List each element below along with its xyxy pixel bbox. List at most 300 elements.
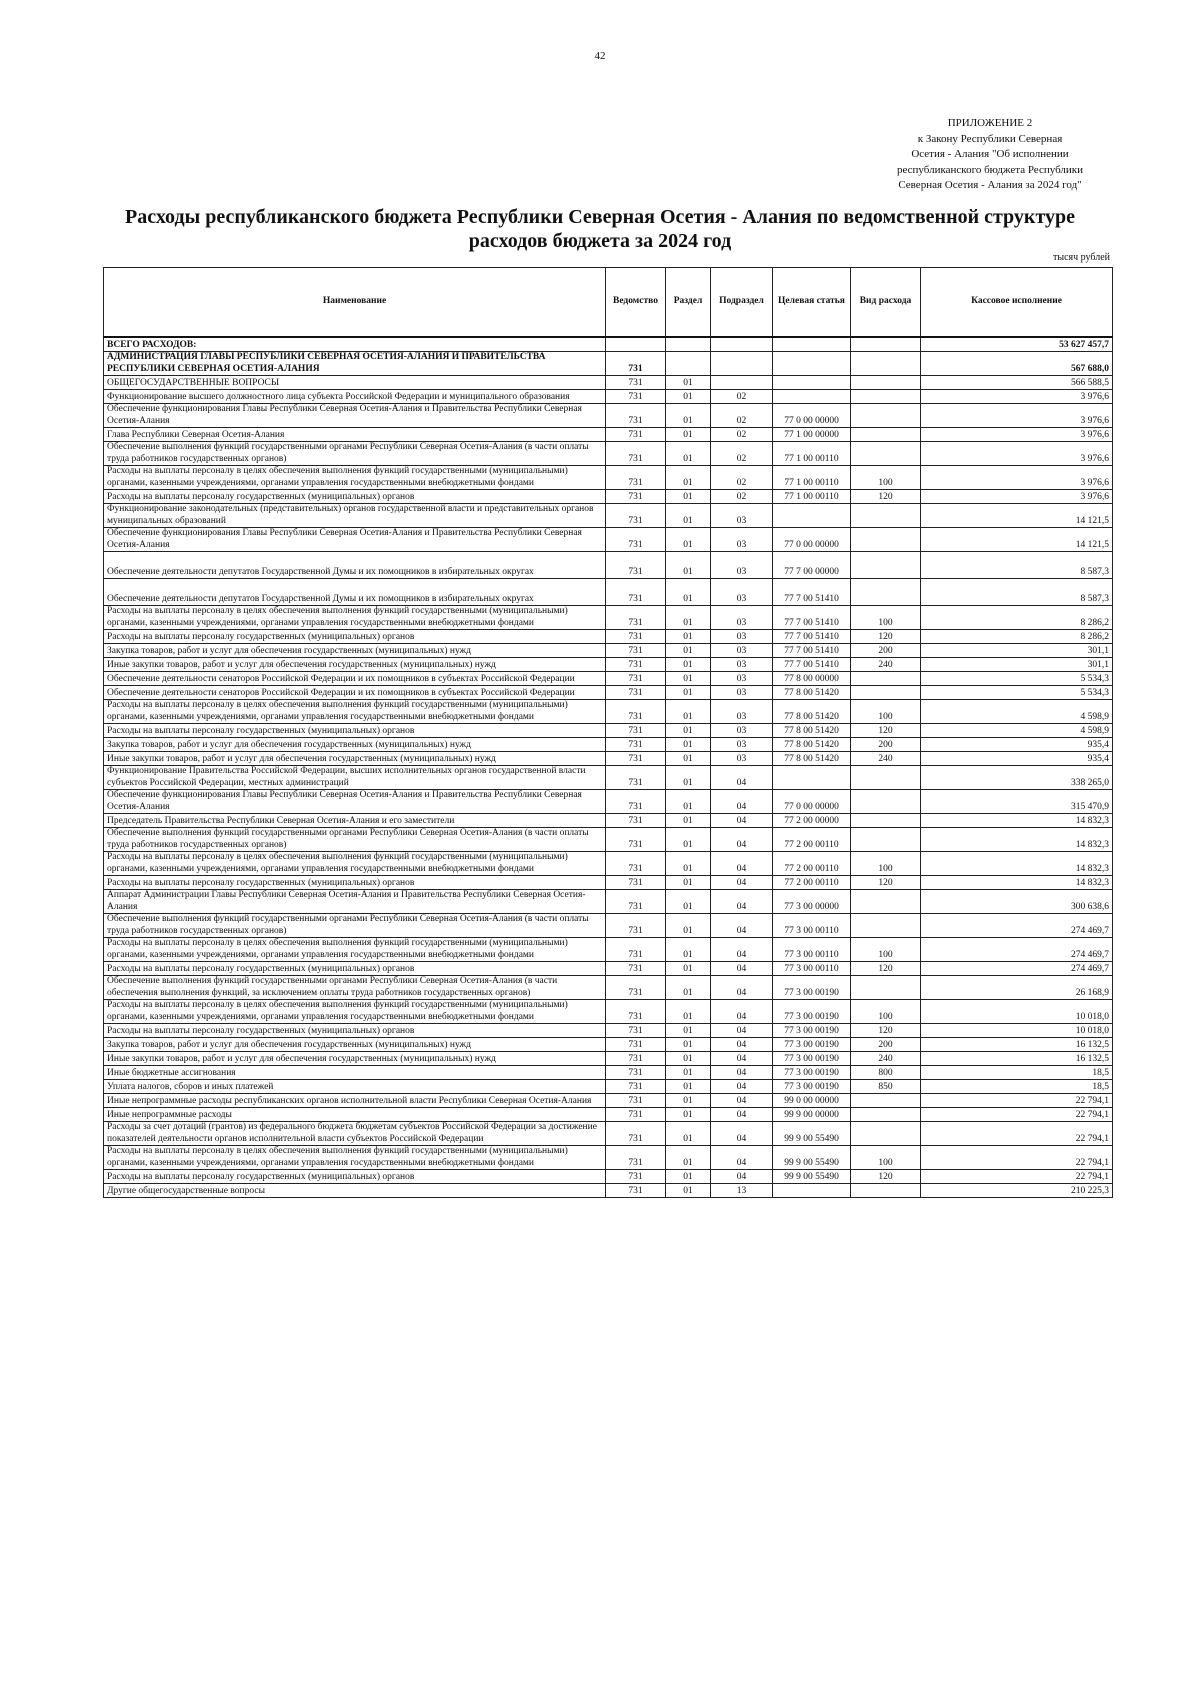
cell-section: 01 [666, 1184, 711, 1198]
cell-department: 731 [606, 466, 666, 490]
table-row [104, 724, 1113, 738]
cell-target-article: 77 3 00 00000 [773, 890, 851, 914]
cell-subsection: 02 [711, 428, 773, 442]
table-row [104, 1052, 1113, 1066]
cell-cash-execution: 10 018,0 [921, 1024, 1113, 1038]
cell-name: Расходы на выплаты персоналу государственных (муниципальных) органов [104, 962, 606, 976]
cell-section: 01 [666, 852, 711, 876]
table-row [104, 579, 1113, 606]
cell-section: 01 [666, 766, 711, 790]
page-number: 42 [594, 50, 606, 62]
cell-cash-execution: 22 794,1 [921, 1122, 1113, 1146]
cell-target-article: 77 3 00 00190 [773, 1080, 851, 1094]
cell-target-article: 77 8 00 51420 [773, 738, 851, 752]
cell-target-article: 77 1 00 00110 [773, 490, 851, 504]
cell-subsection: 03 [711, 752, 773, 766]
cell-department: 731 [606, 852, 666, 876]
cell-target-article: 77 8 00 51420 [773, 686, 851, 700]
cell-name: Иные закупки товаров, работ и услуг для обеспечения государственных (муниципальных) нужд [104, 1052, 606, 1066]
table-row [104, 644, 1113, 658]
cell-target-article: 77 2 00 00110 [773, 876, 851, 890]
cell-department: 731 [606, 390, 666, 404]
table-row [104, 828, 1113, 852]
cell-name: ВСЕГО РАСХОДОВ: [104, 337, 606, 352]
cell-section: 01 [666, 672, 711, 686]
cell-cash-execution: 3 976,6 [921, 442, 1113, 466]
cell-cash-execution: 567 688,0 [921, 352, 1113, 376]
cell-department: 731 [606, 1108, 666, 1122]
cell-department: 731 [606, 644, 666, 658]
table-row [104, 914, 1113, 938]
cell-section: 01 [666, 1170, 711, 1184]
cell-department: 731 [606, 766, 666, 790]
cell-cash-execution: 935,4 [921, 752, 1113, 766]
cell-section: 01 [666, 442, 711, 466]
cell-subsection: 04 [711, 1066, 773, 1080]
cell-name: Расходы на выплаты персоналу государственных (муниципальных) органов [104, 630, 606, 644]
cell-target-article: 77 7 00 51410 [773, 606, 851, 630]
cell-subsection: 04 [711, 962, 773, 976]
cell-expense-type [851, 890, 921, 914]
cell-department: 731 [606, 1146, 666, 1170]
cell-subsection: 03 [711, 644, 773, 658]
cell-target-article: 77 3 00 00110 [773, 962, 851, 976]
table-row [104, 1066, 1113, 1080]
cell-subsection: 04 [711, 1024, 773, 1038]
cell-cash-execution: 566 588,5 [921, 376, 1113, 390]
cell-department: 731 [606, 938, 666, 962]
cell-section: 01 [666, 404, 711, 428]
cell-target-article: 77 0 00 00000 [773, 528, 851, 552]
cell-name: Обеспечение функционирования Главы Республики Северная Осетия-Алания и Правительства Республики Северная Осетия-Алания [104, 528, 606, 552]
cell-target-article: 77 8 00 51420 [773, 724, 851, 738]
cell-department: 731 [606, 890, 666, 914]
cell-cash-execution: 14 121,5 [921, 528, 1113, 552]
table-row [104, 1108, 1113, 1122]
cell-department: 731 [606, 724, 666, 738]
cell-name: Расходы на выплаты персоналу государственных (муниципальных) органов [104, 724, 606, 738]
cell-subsection: 04 [711, 814, 773, 828]
cell-target-article [773, 352, 851, 376]
cell-name: АДМИНИСТРАЦИЯ ГЛАВЫ РЕСПУБЛИКИ СЕВЕРНАЯ ОСЕТИЯ-АЛАНИЯ И ПРАВИТЕЛЬСТВА РЕСПУБЛИКИ СЕВЕРНАЯ ОСЕТИЯ-АЛАНИЯ [104, 352, 606, 376]
cell-subsection: 03 [711, 552, 773, 579]
cell-section: 01 [666, 490, 711, 504]
cell-expense-type [851, 1122, 921, 1146]
appendix-line: к Закону Республики Северная [917, 132, 1063, 145]
cell-target-article: 77 8 00 51420 [773, 700, 851, 724]
cell-section: 01 [666, 914, 711, 938]
table-row [104, 1080, 1113, 1094]
cell-cash-execution: 301,1 [921, 658, 1113, 672]
cell-subsection: 04 [711, 790, 773, 814]
cell-section [666, 337, 711, 352]
cell-cash-execution: 8 587,3 [921, 579, 1113, 606]
table-header-row [104, 268, 1113, 338]
cell-expense-type [851, 790, 921, 814]
table-row [104, 1038, 1113, 1052]
cell-department: 731 [606, 442, 666, 466]
cell-cash-execution: 210 225,3 [921, 1184, 1113, 1198]
cell-section: 01 [666, 606, 711, 630]
appendix-line: республиканского бюджета Республики [896, 163, 1084, 176]
cell-expense-type: 120 [851, 490, 921, 504]
cell-target-article: 99 9 00 55490 [773, 1122, 851, 1146]
cell-target-article [773, 766, 851, 790]
cell-target-article: 99 9 00 55490 [773, 1170, 851, 1184]
cell-department: 731 [606, 1052, 666, 1066]
cell-cash-execution: 3 976,6 [921, 466, 1113, 490]
cell-cash-execution: 53 627 457,7 [921, 337, 1113, 352]
table-row [104, 1094, 1113, 1108]
cell-target-article: 77 7 00 51410 [773, 644, 851, 658]
cell-name: Иные бюджетные ассигнования [104, 1066, 606, 1080]
cell-cash-execution: 18,5 [921, 1066, 1113, 1080]
cell-name: Расходы на выплаты персоналу государственных (муниципальных) органов [104, 876, 606, 890]
cell-subsection: 03 [711, 658, 773, 672]
cell-section: 01 [666, 1000, 711, 1024]
table-row [104, 606, 1113, 630]
cell-section: 01 [666, 976, 711, 1000]
cell-cash-execution: 22 794,1 [921, 1170, 1113, 1184]
cell-cash-execution: 3 976,6 [921, 490, 1113, 504]
cell-name: Расходы на выплаты персоналу в целях обеспечения выполнения функций государственными (муниципальными) органами, казенными учреждениями, органами управления государственными внебюджетными фондами [104, 1000, 606, 1024]
table-row [104, 686, 1113, 700]
cell-target-article [773, 337, 851, 352]
cell-section: 01 [666, 552, 711, 579]
cell-expense-type: 120 [851, 1170, 921, 1184]
cell-expense-type: 120 [851, 962, 921, 976]
cell-section: 01 [666, 962, 711, 976]
cell-department: 731 [606, 1000, 666, 1024]
cell-expense-type [851, 552, 921, 579]
appendix-line: Осетия - Алания "Об исполнении [911, 148, 1069, 160]
budget-table [103, 267, 1113, 1198]
cell-section: 01 [666, 390, 711, 404]
cell-target-article: 99 9 00 55490 [773, 1146, 851, 1170]
table-row [104, 504, 1113, 528]
cell-department: 731 [606, 606, 666, 630]
cell-subsection: 04 [711, 1122, 773, 1146]
cell-name: Закупка товаров, работ и услуг для обеспечения государственных (муниципальных) нужд [104, 1038, 606, 1052]
cell-department [606, 337, 666, 352]
cell-section: 01 [666, 724, 711, 738]
cell-subsection: 04 [711, 1094, 773, 1108]
cell-name: Председатель Правительства Республики Северная Осетия-Алания и его заместители [104, 814, 606, 828]
cell-name: Функционирование законодательных (представительных) органов государственной власти и представительных органов муниципальных образований [104, 504, 606, 528]
cell-expense-type: 100 [851, 1000, 921, 1024]
cell-name: ОБЩЕГОСУДАРСТВЕННЫЕ ВОПРОСЫ [104, 376, 606, 390]
cell-section: 01 [666, 828, 711, 852]
cell-cash-execution: 16 132,5 [921, 1052, 1113, 1066]
cell-department: 731 [606, 976, 666, 1000]
cell-subsection: 03 [711, 606, 773, 630]
cell-subsection: 04 [711, 852, 773, 876]
cell-expense-type [851, 766, 921, 790]
cell-cash-execution: 14 121,5 [921, 504, 1113, 528]
cell-cash-execution: 22 794,1 [921, 1094, 1113, 1108]
cell-department: 731 [606, 376, 666, 390]
table-row [104, 1184, 1113, 1198]
cell-expense-type [851, 686, 921, 700]
cell-section: 01 [666, 428, 711, 442]
appendix-line: Северная Осетия - Алания за 2024 год" [898, 179, 1082, 191]
cell-subsection: 04 [711, 1170, 773, 1184]
cell-department: 731 [606, 752, 666, 766]
cell-cash-execution: 8 587,3 [921, 552, 1113, 579]
table-row [104, 390, 1113, 404]
cell-department: 731 [606, 1170, 666, 1184]
cell-name: Обеспечение функционирования Главы Республики Северная Осетия-Алания и Правительства Республики Северная Осетия-Алания [104, 790, 606, 814]
cell-department: 731 [606, 579, 666, 606]
cell-section: 01 [666, 579, 711, 606]
cell-subsection: 03 [711, 528, 773, 552]
cell-section [666, 352, 711, 376]
cell-target-article: 77 1 00 00110 [773, 466, 851, 490]
cell-cash-execution: 8 286,2 [921, 630, 1113, 644]
cell-department: 731 [606, 686, 666, 700]
cell-department: 731 [606, 490, 666, 504]
cell-expense-type: 100 [851, 1146, 921, 1170]
table-row [104, 700, 1113, 724]
cell-expense-type [851, 828, 921, 852]
cell-name: Функционирование высшего должностного лица субъекта Российской Федерации и муниципального образования [104, 390, 606, 404]
cell-cash-execution: 4 598,9 [921, 700, 1113, 724]
units-label: тысяч рублей [1052, 252, 1110, 263]
cell-expense-type: 100 [851, 938, 921, 962]
cell-section: 01 [666, 1052, 711, 1066]
cell-expense-type [851, 528, 921, 552]
cell-target-article: 77 7 00 00000 [773, 552, 851, 579]
cell-department: 731 [606, 814, 666, 828]
cell-name: Другие общегосударственные вопросы [104, 1184, 606, 1198]
cell-name: Обеспечение функционирования Главы Республики Северная Осетия-Алания и Правительства Республики Северная Осетия-Алания [104, 404, 606, 428]
cell-department: 731 [606, 552, 666, 579]
cell-cash-execution: 14 832,3 [921, 828, 1113, 852]
table-row [104, 337, 1113, 352]
cell-name: Расходы на выплаты персоналу в целях обеспечения выполнения функций государственными (муниципальными) органами, казенными учреждениями, органами управления государственными внебюджетными фондами [104, 852, 606, 876]
cell-target-article: 77 3 00 00190 [773, 1066, 851, 1080]
cell-expense-type [851, 442, 921, 466]
cell-subsection: 04 [711, 1000, 773, 1024]
cell-target-article: 77 3 00 00190 [773, 1038, 851, 1052]
header-department: Ведомство [606, 268, 666, 338]
cell-department: 731 [606, 962, 666, 976]
cell-department: 731 [606, 914, 666, 938]
cell-subsection: 03 [711, 672, 773, 686]
cell-department: 731 [606, 352, 666, 376]
cell-section: 01 [666, 738, 711, 752]
cell-target-article: 77 7 00 51410 [773, 658, 851, 672]
cell-subsection: 04 [711, 1038, 773, 1052]
header-cash-execution: Кассовое исполнение [921, 268, 1113, 338]
cell-cash-execution: 4 598,9 [921, 724, 1113, 738]
cell-subsection: 03 [711, 686, 773, 700]
table-row [104, 442, 1113, 466]
cell-cash-execution: 3 976,6 [921, 390, 1113, 404]
cell-name: Расходы за счет дотаций (грантов) из федерального бюджета бюджетам субъектов Российской Федерации за достижение показателей деятельности органов исполнительной власти субъектов Российской Федерации [104, 1122, 606, 1146]
cell-cash-execution: 274 469,7 [921, 962, 1113, 976]
cell-expense-type [851, 504, 921, 528]
cell-expense-type [851, 428, 921, 442]
cell-target-article: 77 7 00 51410 [773, 630, 851, 644]
cell-expense-type: 100 [851, 852, 921, 876]
cell-name: Закупка товаров, работ и услуг для обеспечения государственных (муниципальных) нужд [104, 644, 606, 658]
cell-cash-execution: 274 469,7 [921, 938, 1113, 962]
table-row [104, 1000, 1113, 1024]
cell-section: 01 [666, 376, 711, 390]
cell-expense-type: 240 [851, 752, 921, 766]
cell-cash-execution: 3 976,6 [921, 404, 1113, 428]
cell-section: 01 [666, 1122, 711, 1146]
cell-name: Расходы на выплаты персоналу государственных (муниципальных) органов [104, 1170, 606, 1184]
cell-target-article: 77 2 00 00110 [773, 828, 851, 852]
cell-expense-type [851, 1094, 921, 1108]
cell-subsection: 03 [711, 724, 773, 738]
cell-expense-type: 200 [851, 644, 921, 658]
cell-name: Обеспечение деятельности сенаторов Российской Федерации и их помощников в субъектах Российской Федерации [104, 686, 606, 700]
cell-target-article: 77 0 00 00000 [773, 404, 851, 428]
cell-name: Расходы на выплаты персоналу в целях обеспечения выполнения функций государственными (муниципальными) органами, казенными учреждениями, органами управления государственными внебюджетными фондами [104, 1146, 606, 1170]
cell-subsection: 04 [711, 914, 773, 938]
cell-cash-execution: 16 132,5 [921, 1038, 1113, 1052]
cell-expense-type [851, 814, 921, 828]
table-row [104, 490, 1113, 504]
cell-expense-type: 200 [851, 1038, 921, 1052]
cell-section: 01 [666, 876, 711, 890]
table-row [104, 976, 1113, 1000]
cell-expense-type [851, 1108, 921, 1122]
cell-section: 01 [666, 1024, 711, 1038]
cell-cash-execution: 3 976,6 [921, 428, 1113, 442]
cell-department: 731 [606, 1066, 666, 1080]
cell-subsection: 02 [711, 442, 773, 466]
cell-target-article: 77 3 00 00110 [773, 914, 851, 938]
cell-cash-execution: 315 470,9 [921, 790, 1113, 814]
header-expense-type: Вид расхода [851, 268, 921, 338]
cell-section: 01 [666, 1080, 711, 1094]
cell-expense-type [851, 579, 921, 606]
cell-target-article: 77 8 00 51420 [773, 752, 851, 766]
cell-target-article: 77 3 00 00190 [773, 1052, 851, 1066]
cell-expense-type [851, 404, 921, 428]
table-row [104, 630, 1113, 644]
cell-department: 731 [606, 790, 666, 814]
table-row [104, 738, 1113, 752]
appendix-line: ПРИЛОЖЕНИЕ 2 [947, 117, 1033, 129]
cell-department: 731 [606, 630, 666, 644]
cell-subsection [711, 337, 773, 352]
cell-cash-execution: 300 638,6 [921, 890, 1113, 914]
cell-name: Иные непрограммные расходы [104, 1108, 606, 1122]
cell-subsection [711, 376, 773, 390]
header-name: Наименование [104, 268, 606, 338]
document-title-line: Расходы республиканского бюджета Республики Северная Осетия - Алания по ведомственной структуре [124, 206, 1076, 228]
cell-subsection: 04 [711, 766, 773, 790]
table-row [104, 428, 1113, 442]
cell-name: Обеспечение выполнения функций государственными органами Республики Северная Осетия-Алания (в части оплаты труда работников государственных органов) [104, 914, 606, 938]
cell-subsection: 02 [711, 404, 773, 428]
cell-subsection: 02 [711, 390, 773, 404]
cell-cash-execution: 8 286,2 [921, 606, 1113, 630]
cell-expense-type: 100 [851, 606, 921, 630]
cell-subsection: 04 [711, 828, 773, 852]
cell-department: 731 [606, 1038, 666, 1052]
cell-cash-execution: 22 794,1 [921, 1146, 1113, 1170]
table-row [104, 552, 1113, 579]
cell-target-article: 77 2 00 00000 [773, 814, 851, 828]
cell-subsection: 04 [711, 976, 773, 1000]
header-target-article: Целевая статья [773, 268, 851, 338]
cell-cash-execution: 274 469,7 [921, 914, 1113, 938]
table-row [104, 852, 1113, 876]
cell-department: 731 [606, 504, 666, 528]
table-row [104, 672, 1113, 686]
cell-target-article: 99 9 00 00000 [773, 1108, 851, 1122]
cell-name: Обеспечение выполнения функций государственными органами Республики Северная Осетия-Алания (в части оплаты труда работников государственных органов) [104, 828, 606, 852]
cell-section: 01 [666, 1146, 711, 1170]
cell-expense-type: 120 [851, 1024, 921, 1038]
cell-section: 01 [666, 528, 711, 552]
cell-target-article [773, 1184, 851, 1198]
cell-target-article [773, 504, 851, 528]
cell-cash-execution: 5 534,3 [921, 672, 1113, 686]
cell-section: 01 [666, 890, 711, 914]
cell-section: 01 [666, 1094, 711, 1108]
cell-subsection [711, 352, 773, 376]
cell-subsection: 03 [711, 579, 773, 606]
cell-department: 731 [606, 1094, 666, 1108]
cell-subsection: 13 [711, 1184, 773, 1198]
cell-expense-type: 850 [851, 1080, 921, 1094]
cell-target-article [773, 376, 851, 390]
cell-target-article: 99 0 00 00000 [773, 1094, 851, 1108]
cell-subsection: 03 [711, 504, 773, 528]
cell-target-article: 77 7 00 51410 [773, 579, 851, 606]
cell-name: Иные закупки товаров, работ и услуг для обеспечения государственных (муниципальных) нужд [104, 752, 606, 766]
cell-expense-type: 800 [851, 1066, 921, 1080]
cell-cash-execution: 14 832,3 [921, 852, 1113, 876]
table-row [104, 352, 1113, 376]
cell-subsection: 03 [711, 700, 773, 724]
cell-target-article: 77 1 00 00110 [773, 442, 851, 466]
cell-section: 01 [666, 700, 711, 724]
table-row [104, 1122, 1113, 1146]
table-row [104, 1024, 1113, 1038]
cell-section: 01 [666, 686, 711, 700]
cell-name: Обеспечение деятельности депутатов Государственной Думы и их помощников в избирательных округах [104, 552, 606, 579]
cell-name: Закупка товаров, работ и услуг для обеспечения государственных (муниципальных) нужд [104, 738, 606, 752]
cell-expense-type: 100 [851, 466, 921, 490]
cell-name: Обеспечение деятельности депутатов Государственной Думы и их помощников в избирательных округах [104, 579, 606, 606]
cell-name: Расходы на выплаты персоналу государственных (муниципальных) органов [104, 490, 606, 504]
cell-name: Обеспечение выполнения функций государственными органами Республики Северная Осетия-Алания (в части оплаты труда работников государственных органов) [104, 442, 606, 466]
document-title [100, 205, 1100, 253]
cell-name: Расходы на выплаты персоналу государственных (муниципальных) органов [104, 1024, 606, 1038]
document-title-line: расходов бюджета за 2024 год [468, 230, 732, 252]
cell-expense-type [851, 337, 921, 352]
cell-section: 01 [666, 790, 711, 814]
cell-subsection: 04 [711, 1146, 773, 1170]
table-row [104, 938, 1113, 962]
cell-name: Функционирование Правительства Российской Федерации, высших исполнительных органов государственной власти субъектов Российской Федерации, местных администраций [104, 766, 606, 790]
table-row [104, 658, 1113, 672]
cell-cash-execution: 14 832,3 [921, 876, 1113, 890]
table-row [104, 376, 1113, 390]
cell-section: 01 [666, 752, 711, 766]
cell-cash-execution: 935,4 [921, 738, 1113, 752]
cell-target-article: 77 3 00 00190 [773, 1000, 851, 1024]
cell-expense-type: 120 [851, 630, 921, 644]
